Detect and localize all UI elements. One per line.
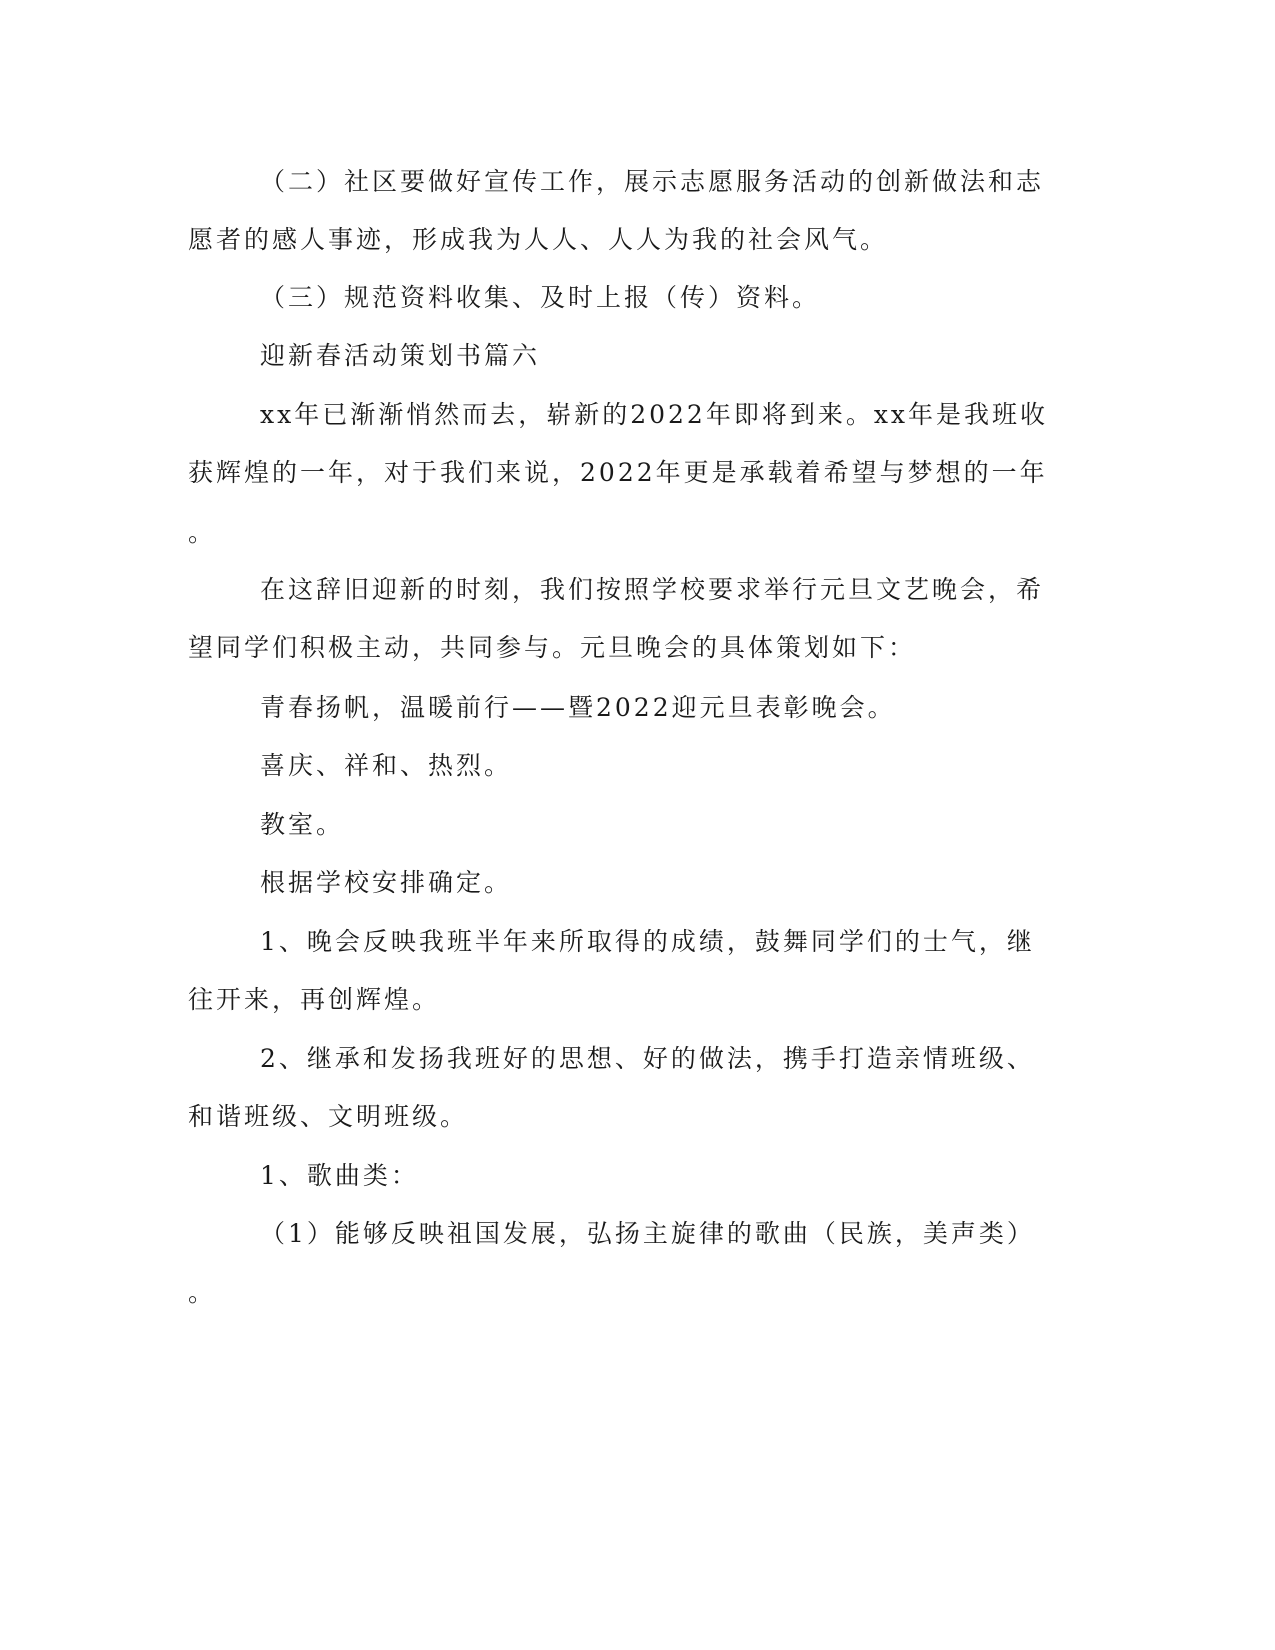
paragraph-line: 青春扬帆，温暖前行——暨2022迎元旦表彰晚会。 bbox=[260, 693, 896, 722]
paragraph-line: 喜庆、祥和、热烈。 bbox=[260, 751, 513, 780]
paragraph-line: 往开来，再创辉煌。 bbox=[188, 985, 441, 1014]
paragraph-line: 愿者的感人事迹，形成我为人人、人人为我的社会风气。 bbox=[188, 225, 889, 254]
paragraph-line: （三）规范资料收集、及时上报（传）资料。 bbox=[260, 283, 821, 312]
section-heading: 迎新春活动策划书篇六 bbox=[260, 341, 541, 370]
paragraph-line: 根据学校安排确定。 bbox=[260, 868, 513, 897]
paragraph-line: xx年已渐渐悄然而去，崭新的2022年即将到来。xx年是我班收 bbox=[260, 400, 1049, 429]
paragraph-line: 获辉煌的一年，对于我们来说，2022年更是承载着希望与梦想的一年 bbox=[188, 458, 1048, 487]
paragraph-line: 1、晚会反映我班半年来所取得的成绩，鼓舞同学们的士气，继 bbox=[260, 927, 1035, 956]
paragraph-line: 望同学们积极主动，共同参与。元旦晚会的具体策划如下： bbox=[188, 633, 917, 662]
paragraph-line: 2、继承和发扬我班好的思想、好的做法，携手打造亲情班级、 bbox=[260, 1044, 1035, 1073]
paragraph-line: 和谐班级、文明班级。 bbox=[188, 1102, 469, 1131]
paragraph-line: 1、歌曲类： bbox=[260, 1161, 419, 1190]
paragraph-line: 在这辞旧迎新的时刻，我们按照学校要求举行元旦文艺晚会，希 bbox=[260, 575, 1045, 604]
paragraph-line: （二）社区要做好宣传工作，展示志愿服务活动的创新做法和志 bbox=[260, 167, 1045, 196]
paragraph-line: 。 bbox=[188, 518, 217, 547]
paragraph-line: （1）能够反映祖国发展，弘扬主旋律的歌曲（民族，美声类） bbox=[260, 1219, 1035, 1248]
paragraph-line: 教室。 bbox=[260, 810, 345, 839]
paragraph-line: 。 bbox=[188, 1278, 217, 1307]
